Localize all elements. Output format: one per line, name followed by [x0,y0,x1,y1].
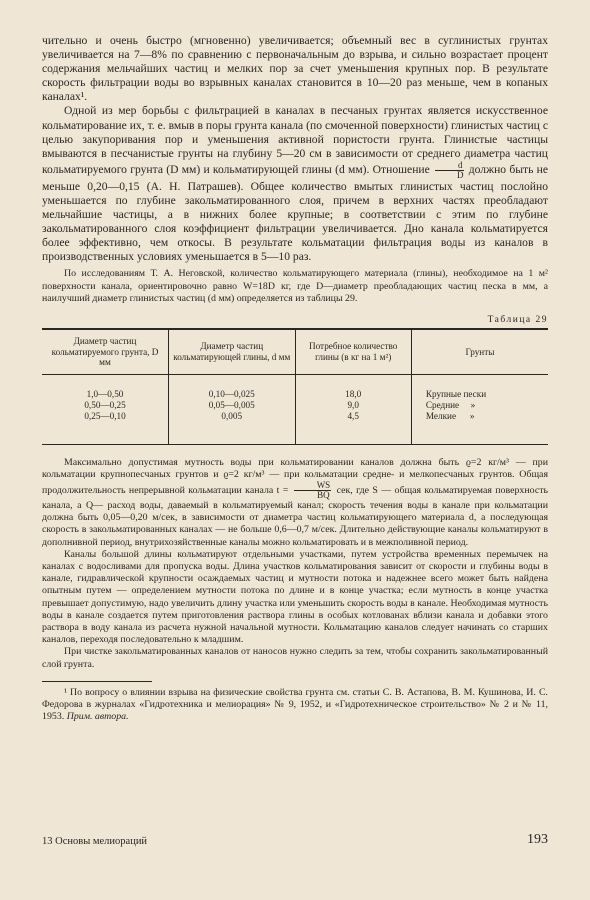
paragraph-2-continued: должно быть не меньше 0,20—0,15 (А. Н. Патрашев). Общее количество вмытых глинистых частиц послойно уменьшается по глубине закольматированного слоя, причем в верхних частях преобладают мельчайшие частицы, а в нижних более крупные; в соответствии с этим по глубине закольматированного слоя коэффициент фильтрации увеличивается. Дно канала кольматируется более эффективно, чем откосы. В результате кольматации фильтрация воды из каналов в производственных условиях уменьшается в 5—10 раз. [42,163,548,264]
footnote: ¹ По вопросу о влиянии взрыва на физические свойства грунта см. статьи С. В. Астапова, В. М. Кушинова, И. С. Федорова в журналах «Гидротехника и мелиорация» № 9, 1952, и «Гидротехническое строительство» № 2 и № 11, 1953. Прим. автора. [42,686,548,723]
small-paragraph-3: При чистке закольматированных каналов от наносов нужно следить за тем, чтобы сохранить закольматированный слой грунта. [42,646,548,670]
paragraph-2 [42,104,548,264]
header-soils: Грунты [411,329,548,374]
page-number: 193 [527,832,548,847]
col-soils: Крупные пески Средние » Мелкие » [411,374,548,444]
table-header-row [42,329,548,374]
header-clay-amount: Потребное количество глины (в кг на 1 м²) [295,329,411,374]
table-row [42,374,548,444]
col-soil-diameter: 1,0—0,50 0,50—0,25 0,25—0,10 [84,388,126,421]
footer-signature: 13 Основы мелиораций [42,836,148,847]
page-body [42,34,548,723]
table-caption: Таблица 29 [487,315,548,326]
col-clay-amount: 18,0 9,0 4,5 [295,374,411,444]
header-soil-diameter: Диаметр частиц кольматируемого грунта, D мм [42,329,169,374]
formula-numerator: WS [294,481,332,491]
paragraph-2-text: Одной из мер борьбы с фильтрацией в каналах в песчаных грунтах является искусственное кольматирование их, т. е. вмыв в поры грунта канала (по смоченной поверхности) глинистых частиц с целью закупоривания пор и уменьшения активной пористости грунта. Глинистые частицы вмываются в песчанистые грунты на глубину 5—20 см в зависимости от среднего диаметра частиц кольматируемого грунта (D мм) и кольматирующей глины (d мм). Отношение [42,104,548,176]
paragraph-1: чительно и очень быстро (мгновенно) увеличивается; объемный вес в суглинистых грунтах увеличивается на 7—8% по сравнению с первоначальным до взрыва, и сильно возрастает процент содержания мельчайших частиц и мелких пор за счет уменьшения крупных пор. В результате скорость фильтрации воды во взрывных каналах становится в 10—20 раз меньше, чем в копаных каналах¹. [42,34,548,104]
ratio-numerator: d [435,161,464,171]
table-29 [42,328,548,445]
ratio-denominator: D [457,169,464,180]
table-intro: По исследованиям Т. А. Неговской, количество кольматирующего материала (глины), необходимое на 1 м² поверхности канала, ориентировочно равно W=18D кг, где D—диаметр преобладающих частиц песка в мм, а наилучший диаметр глинистых частиц (d мм) определяется из таблицы 29. [42,268,548,304]
small-paragraph-1: Максимально допустимая мутность воды при кольматировании каналов должна быть ϱ=2 кг/м³ — при кольматации крупнопесчаных грунтов и ϱ=2 кг/м³ — при кольматации средне- и мелкопесчаных грунтов. Общая продолжительность непрерывной кольматации канала t = $\frac{WS}{BQ}$ сек, где S — общая кольматируемая поверхность канала, а Q— расход воды, даваемый в кольматируемый канал; скорость течения воды в канале при кольматации должна быть 0,05—0,20 м/сек, в зависимости от диаметра частиц кольматирующего материала d, а последующая скорость в закольматированных каналах — не больше 0,6—0,7 м/сек. Длительно действующие каналы кольматируют в дополнивной период, внутрихозяйственные каналы можно кольматировать и в межполивной период. [42,456,549,548]
footnote-author-note: Прим. автора. [66,711,129,723]
header-clay-diameter: Диаметр частиц кольматирующей глины, d мм [169,329,296,374]
col-clay-diameter: 0,10—0,025 0,05—0,005 0,005 [169,374,296,444]
footnote-divider [42,681,152,682]
small-paragraph-2: Каналы большой длины кольматируют отдельными участками, путем устройства временных перемычек на каналах с водосливами для пропуска воды. Длина участков кольматирования зависит от скорости и глубины воды в канале, гидравлической крупности осаждаемых частиц и мутности потока и надежнее всего может быть найдена опытным путем — определением мутности потока по длине и в конце участка; если мутность в конце участка превышает допустимую, надо увеличить длину участка или уменьшить скорость воды в канале. Необходимая мутность воды в канале создается путем приготовления раствора глины в особых котлованах вблизи канала и добавки этого раствора в воду канала из расчета нужной начальной мутности. Кольматацию каналов следует начинать со старших каналов, переходя последовательно к младшим. [42,548,548,646]
formula-denominator: BQ [317,489,330,500]
ratio-fraction [435,161,464,180]
duration-formula [294,481,332,500]
